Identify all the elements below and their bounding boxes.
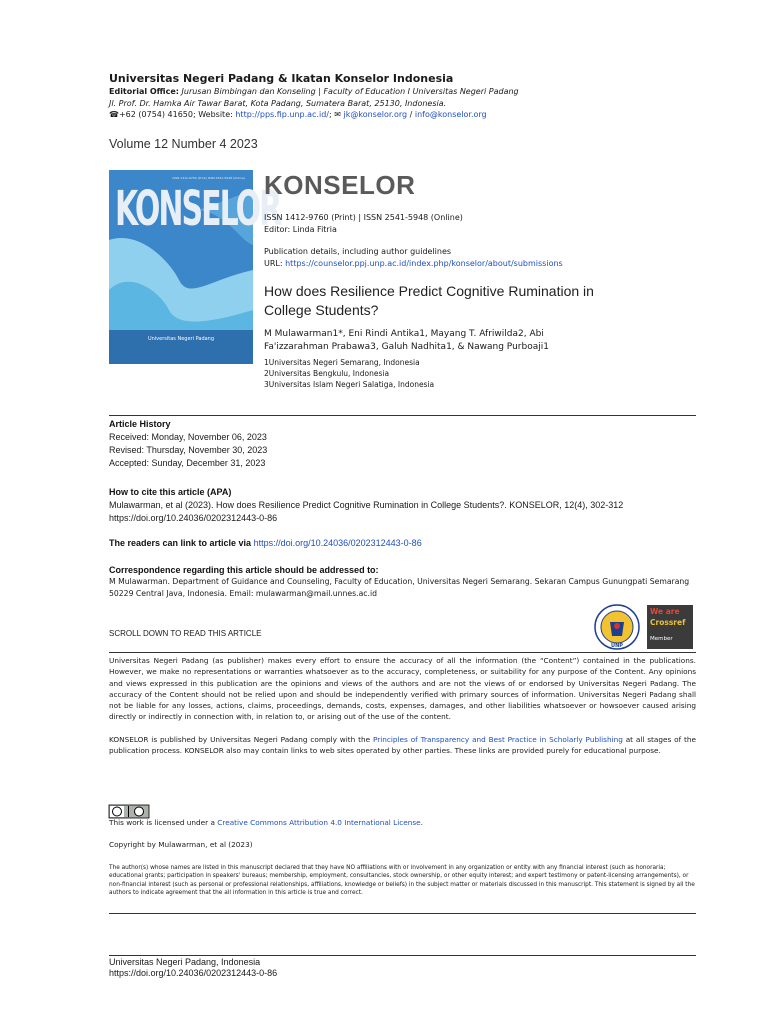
office-label: Editorial Office: [109,87,179,96]
office-text: Jurusan Bimbingan dan Konseling | Faculty of Education I Universitas Negeri Padang [181,87,519,96]
accepted-date: Accepted: Sunday, December 31, 2023 [109,458,266,468]
footer-rule [109,955,696,956]
editor: Editor: Linda Fitria [264,225,337,234]
website-link[interactable]: http://pps.fip.unp.ac.id/ [235,110,329,119]
pub-details-text: Publication details, including author guidelines [264,247,452,256]
transparency-principles-link[interactable]: Principles of Transparency and Best Practice in Scholarly Publishing [372,734,623,744]
divider-middle [109,652,696,653]
license-statement [109,818,423,827]
email-link-jk[interactable]: jk@konselor.org [343,110,408,119]
article-title: How does Resilience Predict Cognitive Rumination in College Students? [264,283,594,318]
reader-link [109,538,422,548]
crossref-we-are: We are [650,607,680,616]
readers-label: The readers can link to article via [109,538,254,548]
issn-block [264,212,463,236]
office-address: Jl. Prof. Dr. Hamka Air Tawar Barat, Kota Padang, Sumatera Barat, 25130, Indonesia. [109,98,447,108]
footer-institution: Universitas Negeri Padang, Indonesia [109,957,261,967]
seal-text: UNP [611,643,623,649]
license-post: . [420,818,423,827]
cite-text: Mulawarman, et al (2023). How does Resilience Predict Cognitive Rumination in College Students?. KONSELOR, 12(4), 302-312 https://doi.org/10.24036/0202312443-0-86 [109,500,624,523]
correspondence-heading: Correspondence regarding this article should be addressed to: [109,565,379,575]
cite-heading: How to cite this article (APA) [109,487,232,497]
url-label: URL: [264,259,286,268]
citation-block [109,486,699,525]
license-pre: This work is licensed under a [109,818,218,827]
volume-info: Volume 12 Number 4 2023 [109,137,258,151]
correspondence-text: M Mulawarman. Department of Guidance and Counseling, Faculty of Education, Universitas Negeri Semarang. Sekaran Campus Gunungpati Semarang 50229 Central Java, Indonesia. Email: mulawarman@mail.unnes.ac.id [109,577,690,598]
crossref-name: Crossref [650,618,686,627]
disclaimer-text: Universitas Negeri Padang (as publisher) makes every effort to ensure the accuracy of all the information (the “Content”) contained in the publications. However, we make no representations or warranties whatsoever as to the accuracy, completeness, or suitability for any purpose of the Content. Any opinions and views expressed in this publication are the opinions and views of the authors and are not the views of or endorsed by Universitas Negeri Padang. The accuracy of the Content should not be relied upon and should be independently verified with primary sources of information. Universitas Negeri Padang shall not be liable for any losses, actions, claims, proceedings, demands, costs, expenses, damages, and other liabilities whatsoever or howsoever caused arising directly or indirectly in connection with, in relation to, or arising out of the use of the content. [109,656,696,722]
received-date: Received: Monday, November 06, 2023 [109,432,267,442]
editorial-office [109,86,669,121]
correspondence [109,564,699,600]
publishing-statement [109,734,696,757]
doi-link[interactable]: https://doi.org/10.24036/0202312443-0-86 [253,538,422,548]
revised-date: Revised: Thursday, November 30, 2023 [109,445,268,455]
issn: ISSN 1412-9760 (Print) | ISSN 2541-5948 (Online) [264,213,463,222]
author-list: M Mulawarman1*, Eni Rindi Antika1, Mayang T. Afriwilda2, Abi Fa'izzarahman Prabawa3, Galuh Nadhita1, & Nawang Purboaji1 [264,329,549,352]
affiliations [264,357,434,390]
email-link-info[interactable]: info@konselor.org [414,110,487,119]
cover-footer: Universitas Negeri Padang [147,336,215,342]
conflict-of-interest-statement: The author(s) whose names are listed in this manuscript declared that they have NO affiliations with or involvement in any organization or entity with any financial interest (such as honoraria; educational grants; participation in speakers' bureaus; membership, employment, consultancies, stock ownership, or other equity interest; and expert testimony or patent-licensing arrangements), or non-financial interest (such as personal or professional relationships, affiliations, knowledge or beliefs) in the subject matter or materials discussed in this manuscript. This statement is signed by all the authors to indicate agreement that the all information in this article is true and correct. [109,865,695,897]
divider-lower [109,913,696,914]
published-pre: KONSELOR is published by Universitas Negeri Padang comply with the [109,734,373,744]
phone-icon: ☎ [109,110,119,119]
email-icon: ✉ [334,110,341,119]
divider-top [109,415,696,416]
publisher-name: Universitas Negeri Padang & Ikatan Konselor Indonesia [109,72,454,85]
cover-issn: ISSN 1412-9760 (Print) ISSN 2541-5948 (Online) [172,176,245,180]
crossref-member: Member [650,636,673,642]
footer-doi: https://doi.org/10.24036/0202312443-0-86 [109,968,278,978]
scroll-notice: SCROLL DOWN TO READ THIS ARTICLE [109,629,262,638]
page-footer [109,957,277,979]
crossref-member-badge[interactable] [647,605,693,649]
affiliation-2: 2Universitas Bengkulu, Indonesia [264,369,390,378]
published-post: at all stages of the publication process. KONSELOR also may contain links to web sites operated by other parties. These links are provided purely for educational purpose. [109,734,696,756]
cover-title: KONSELOR [115,182,281,238]
email-sep: / [407,110,415,119]
cc-license-link[interactable]: Creative Commons Attribution 4.0 International License [217,818,421,827]
affiliation-1: 1Universitas Negeri Semarang, Indonesia [264,358,420,367]
journal-name: KONSELOR [264,170,416,200]
unp-seal-logo [594,604,640,650]
copyright-notice: Copyright by Mulawarman, et al (2023) [109,840,253,849]
disclaimer-section [109,655,696,756]
publication-details [264,246,563,270]
affiliation-3: 3Universitas Islam Negeri Salatiga, Indonesia [264,380,435,389]
article-history [109,418,267,470]
submission-url-link[interactable]: https://counselor.ppj.unp.ac.id/index.php/konselor/about/submissions [285,259,563,268]
history-heading: Article History [109,419,171,429]
sep-text: ; [329,110,335,119]
phone-text: +62 (0754) 41650; Website: [118,110,236,119]
